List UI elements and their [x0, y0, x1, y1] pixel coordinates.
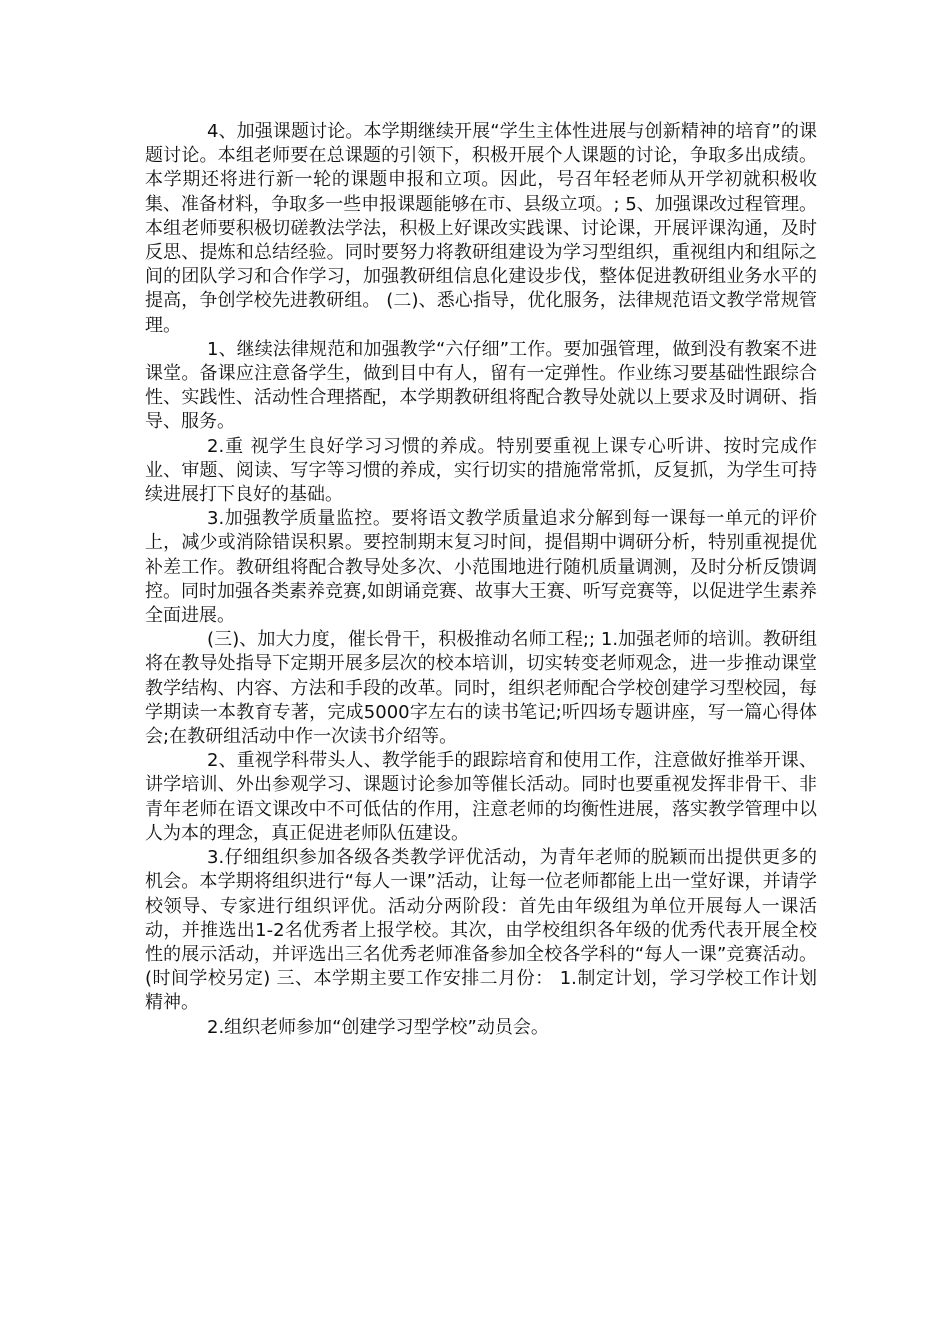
paragraph-research-topics: 4、加强课题讨论。本学期继续开展“学生主体性进展与创新精神的培育”的课题讨论。本组老师要在总课题的引领下，积极开展个人课题的讨论，争取多出成绩。本学期还将进行新一轮的课题申报和立项。因此，号召年轻老师从开学初就积极收集、准备材料，争取多一些申报课题能够在市、县级立项。; 5、加强课改过程管理。本组老师要积极切磋教法学法，积极上好课改实践课、讨论课，开展评课沟通，及时反思、提炼和总结经验。同时要努力将教研组建设为学习型组织，重视组内和组际之间的团队学习和合作学习，加强教研组信息化建设步伐，整体促进教研组业务水平的提高，争创学校先进教研组。 (二)、悉心指导，优化服务，法律规范语文教学常规管理。: [145, 121, 817, 336]
paragraph-six-careful-work: 1、继续法律规范和加强教学“六仔细”工作。要加强管理，做到没有教案不进课堂。备课应注意备学生，做到目中有人，留有一定弹性。作业练习要基础性跟综合性、实践性、活动性合理搭配，本学期教研组将配合教导处就以上要求及时调研、指导、服务。: [145, 338, 817, 433]
paragraph-mobilization-meeting: 2.组织老师参加“创建学习型学校”动员会。: [207, 1016, 549, 1038]
paragraph-teaching-evaluation: 3.仔细组织参加各级各类教学评优活动，为青年老师的脱颖而出提供更多的机会。本学期将组织进行“每人一课”活动，让每一位老师都能上出一堂好课，并请学校领导、专家进行组织评优。活动分两阶段：首先由年级组为单位开展每人一课活动，并推选出1-2名优秀者上报学校。其次，由学校组织各年级的优秀代表开展全校性的展示活动，并评选出三名优秀老师准备参加全校各学科的“每人一课”竞赛活动。(时间学校另定) 三、本学期主要工作安排二月份： 1.制定计划，学习学校工作计划精神。: [145, 847, 817, 1014]
document-body: [145, 120, 817, 1040]
paragraph-quality-monitoring: 3.加强教学质量监控。要将语文教学质量追求分解到每一课每一单元的评价上，减少或消除错误积累。要控制期末复习时间，提倡期中调研分析，特别重视提优补差工作。教研组将配合教导处多次、小范围地进行随机质量调测，及时分析反馈调控。同时加强各类素养竞赛,如朗诵竞赛、故事大王赛、听写竞赛等，以促进学生素养全面进展。: [145, 508, 817, 627]
paragraph-study-habits: 2.重 视学生良好学习习惯的养成。特别要重视上课专心听讲、按时完成作业、审题、阅读、写字等习惯的养成，实行切实的措施常常抓，反复抓，为学生可持续进展打下良好的基础。: [145, 435, 817, 506]
paragraph-teacher-training: (三)、加大力度，催长骨干，积极推动名师工程;; 1.加强老师的培训。教研组将在教导处指导下定期开展多层次的校本培训，切实转变老师观念，进一步推动课堂教学结构、内容、方法和手段的改革。同时，组织老师配合学校创建学习型校园，每学期读一本教育专著，完成5000字左右的读书笔记;听四场专题讲座，写一篇心得体会;在教研组活动中作一次读书介绍等。: [145, 629, 817, 748]
paragraph-subject-leaders: 2、重视学科带头人、教学能手的跟踪培育和使用工作，注意做好推举开课、讲学培训、外出参观学习、课题讨论参加等催长活动。同时也要重视发挥非骨干、非青年老师在语文课改中不可低估的作用，注意老师的均衡性进展，落实教学管理中以人为本的理念，真正促进老师队伍建设。: [145, 750, 817, 844]
